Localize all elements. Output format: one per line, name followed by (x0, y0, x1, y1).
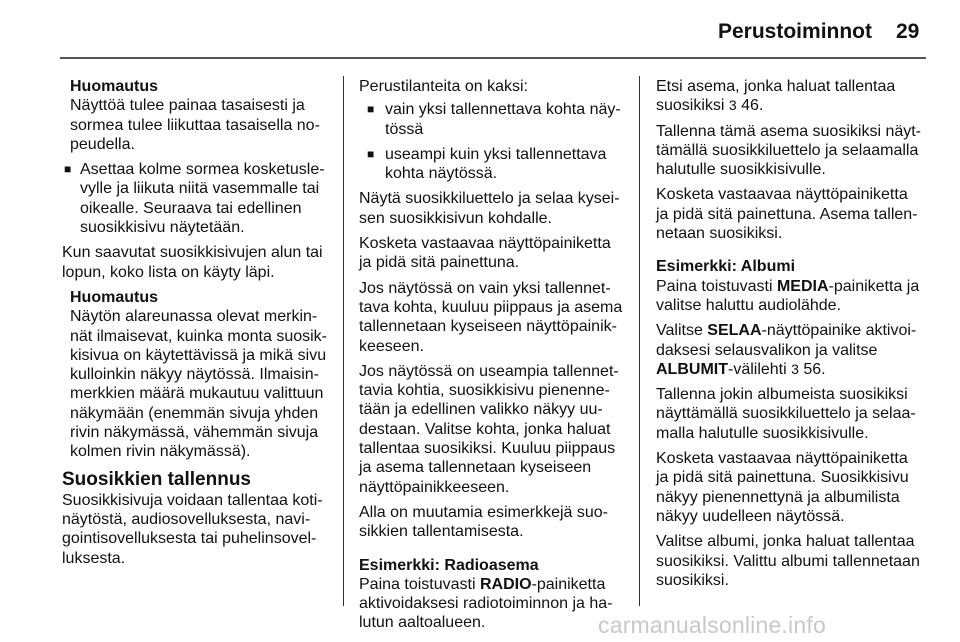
text-line: lopun, koko lista on käyty läpi. (62, 263, 275, 281)
paragraph (359, 234, 623, 273)
text-line: keeseen. (359, 337, 424, 355)
text-line: tava kohta, kuuluu piippaus ja asema (359, 298, 623, 316)
paragraph (656, 321, 924, 379)
text-line: Näyttöä tulee painaa tasaisesti ja (70, 97, 305, 115)
text-line: tallennetaan kyseiseen näyttöpainik- (359, 318, 617, 336)
text-line: Näytön alareunassa olevat merkin- (70, 308, 318, 326)
bullet-square-icon: ■ (367, 102, 375, 117)
selaa-button-label: SELAA (707, 322, 762, 340)
text-run: -painiketta (531, 575, 606, 593)
text-line (656, 277, 924, 296)
text-line: vylle ja liikuta niitä vasemmalle tai (80, 180, 320, 198)
text-line: kulloinkin näkyy näytössä. Ilmaisin- (70, 366, 319, 384)
paragraph (656, 532, 924, 590)
text-line: Tallenna jokin albumeista suosikiksi (656, 386, 908, 404)
paragraph (656, 185, 924, 243)
text-run: Paina toistuvasti (656, 277, 777, 295)
text-line: oikealle. Seuraava tai edellinen (80, 199, 302, 217)
text-line: ja pidä sitä painettuna. Asema tallen- (656, 205, 918, 223)
paragraph (656, 449, 924, 526)
column-divider (639, 76, 640, 606)
text-line: kisivua on käytettävissä ja mikä sivu (70, 346, 327, 364)
text-line: Jos näytössä on useampia tallennet- (359, 362, 619, 380)
text-line: Valitse albumi, jonka haluat tallentaa (656, 533, 915, 551)
paragraph (359, 362, 623, 497)
paragraph (359, 77, 623, 96)
text-run: Valitse (656, 322, 708, 340)
paragraph (656, 77, 924, 116)
text-line: suosikiksi. Valittu albumi tallennetaan (656, 552, 920, 570)
text-run: -näyttöpainike aktivoi- (761, 322, 917, 340)
text-line: malla halutulle suosikkisivulle. (656, 424, 869, 442)
text-line: tään ja edellinen valikko näkyy uu- (359, 401, 603, 419)
text-run: -painiketta ja (828, 277, 920, 295)
text-run: Paina toistuvasti (359, 575, 480, 593)
paragraph (359, 575, 623, 633)
text-line: ja asema tallennetaan kyseiseen (359, 459, 592, 477)
text-line (656, 360, 924, 379)
text-line: vain yksi tallennettava kohta näy- (385, 101, 621, 119)
text-line: Kosketa vastaavaa näyttöpainiketta (359, 235, 611, 253)
text-line: tavia kohtia, suosikkisivu pienenne- (359, 382, 610, 400)
bullet-item (359, 145, 623, 184)
paragraph (62, 491, 326, 568)
text-line: tössä (385, 120, 424, 138)
column-3 (656, 77, 924, 596)
text-run: suosikiksi (656, 97, 729, 115)
text-line: sormea tulee liikuttaa tasaisella no- (70, 116, 320, 134)
text-line: näytöstä, audiosovelluksesta, navi- (62, 510, 311, 528)
text-line: tämällä suosikkiluettelo ja selaamalla (656, 141, 919, 159)
paragraph (62, 243, 326, 282)
header-rule (60, 57, 926, 59)
column-divider (343, 76, 344, 606)
text-line: näkyy uudelleen näytössä. (656, 507, 845, 525)
note-block (62, 288, 326, 462)
radio-button-label: RADIO (479, 575, 532, 593)
text-line: luksesta. (62, 549, 126, 567)
paragraph (359, 503, 623, 542)
text-line: useampi kuin yksi tallennettava (385, 145, 607, 163)
text-line: näkymään (enemmän sivuja yhden (70, 404, 319, 422)
text-line: nät ilmaisevat, kuinka monta suosik- (70, 327, 327, 345)
note-heading: Huomautus (70, 288, 158, 306)
column-2 (359, 77, 623, 639)
section-title: Perustoiminnot (718, 20, 873, 43)
text-line: destaan. Valitse kohta, jonka haluat (359, 420, 611, 438)
text-run: -välilehti (727, 360, 792, 378)
text-line: halutulle suosikkisivulle. (656, 161, 826, 179)
text-line: Alla on muutamia esimerkkejä suo- (359, 503, 608, 521)
subheading: Esimerkki: Albumi (656, 258, 796, 276)
text-line: näkyy pienennettynä ja albumilista (656, 488, 900, 506)
albumit-tab-label: ALBUMIT (656, 360, 728, 378)
subheading: Esimerkki: Radioasema (359, 556, 539, 574)
note-block (62, 77, 326, 154)
note-heading: Huomautus (70, 78, 158, 95)
text-line: suosikkisivu näytetään. (80, 219, 245, 237)
text-line: lutun aaltoalueen. (359, 614, 486, 632)
text-line: daksesi selausvalikon ja valitse (656, 341, 878, 359)
text-line: Etsi asema, jonka haluat tallentaa (656, 78, 896, 95)
bullet-item (359, 100, 623, 139)
media-button-label: MEDIA (776, 277, 829, 295)
text-line: ja pidä sitä painettuna. Suosikkisivu (656, 469, 909, 487)
text-line: näyttöpainikkeeseen. (359, 478, 510, 496)
bullet-square-icon: ■ (64, 162, 72, 177)
text-line (656, 96, 924, 115)
paragraph (359, 189, 623, 228)
text-line: suosikiksi. (656, 571, 729, 589)
paragraph (359, 279, 623, 356)
text-line: netaan suosikiksi. (656, 225, 783, 243)
text-line: sikkien tallentamisesta. (359, 523, 524, 541)
text-line: valitse haluttu audiolähde. (656, 296, 842, 314)
text-line: kohta näytössä. (385, 165, 498, 183)
page-header (0, 0, 960, 60)
text-line: rivin näkymässä, vähemmän sivuja (70, 424, 319, 442)
text-line: Kosketa vastaavaa näyttöpainiketta (656, 450, 908, 468)
text-line (359, 575, 623, 594)
text-line: Jos näytössä on vain yksi tallennet- (359, 279, 611, 297)
text-line: ja pidä sitä painettuna. (359, 254, 520, 272)
text-line: merkkien määrä mukautuu valittuun (70, 385, 324, 403)
page-reference-icon: 3 (728, 97, 737, 114)
section-heading: Suosikkien tallennus (62, 468, 251, 490)
page-reference: 46. (736, 97, 764, 115)
bullet-square-icon: ■ (367, 146, 375, 161)
paragraph (656, 122, 924, 180)
text-line: Kun saavutat suosikkisivujen alun tai (62, 244, 323, 262)
watermark: carmanualsonline.info (598, 612, 826, 638)
text-line: tallentaa suosikiksi. Kuuluu piippaus (359, 440, 616, 458)
page-reference: 56. (798, 360, 826, 378)
page-number: 29 (896, 20, 920, 43)
text-line: Näytä suosikkiluettelo ja selaa kysei- (359, 190, 620, 208)
text-line (656, 321, 924, 340)
text-line: Suosikkisivuja voidaan tallentaa koti- (62, 491, 323, 509)
text-line: Tallenna tämä asema suosikiksi näyt- (656, 122, 922, 140)
paragraph (656, 385, 924, 443)
text-line: peudella. (70, 135, 135, 153)
column-1 (62, 77, 326, 574)
text-line: Kosketa vastaavaa näyttöpainiketta (656, 186, 908, 204)
paragraph (656, 277, 924, 316)
text-line: näyttämällä suosikkiluettelo ja selaa- (656, 405, 916, 423)
text-line: sen suosikkisivun kohdalle. (359, 209, 552, 227)
text-line: Asettaa kolme sormea kosketusle- (80, 161, 325, 179)
text-line: kolmen rivin näkymässä). (70, 443, 251, 461)
text-line: gointisovelluksesta tai puhelinsovel- (62, 530, 317, 548)
bullet-item (62, 160, 326, 237)
text-line: aktivoidaksesi radiotoiminnon ja ha- (359, 595, 613, 613)
page-reference-icon: 3 (791, 360, 799, 377)
text-line: Perustilanteita on kaksi: (359, 78, 528, 95)
